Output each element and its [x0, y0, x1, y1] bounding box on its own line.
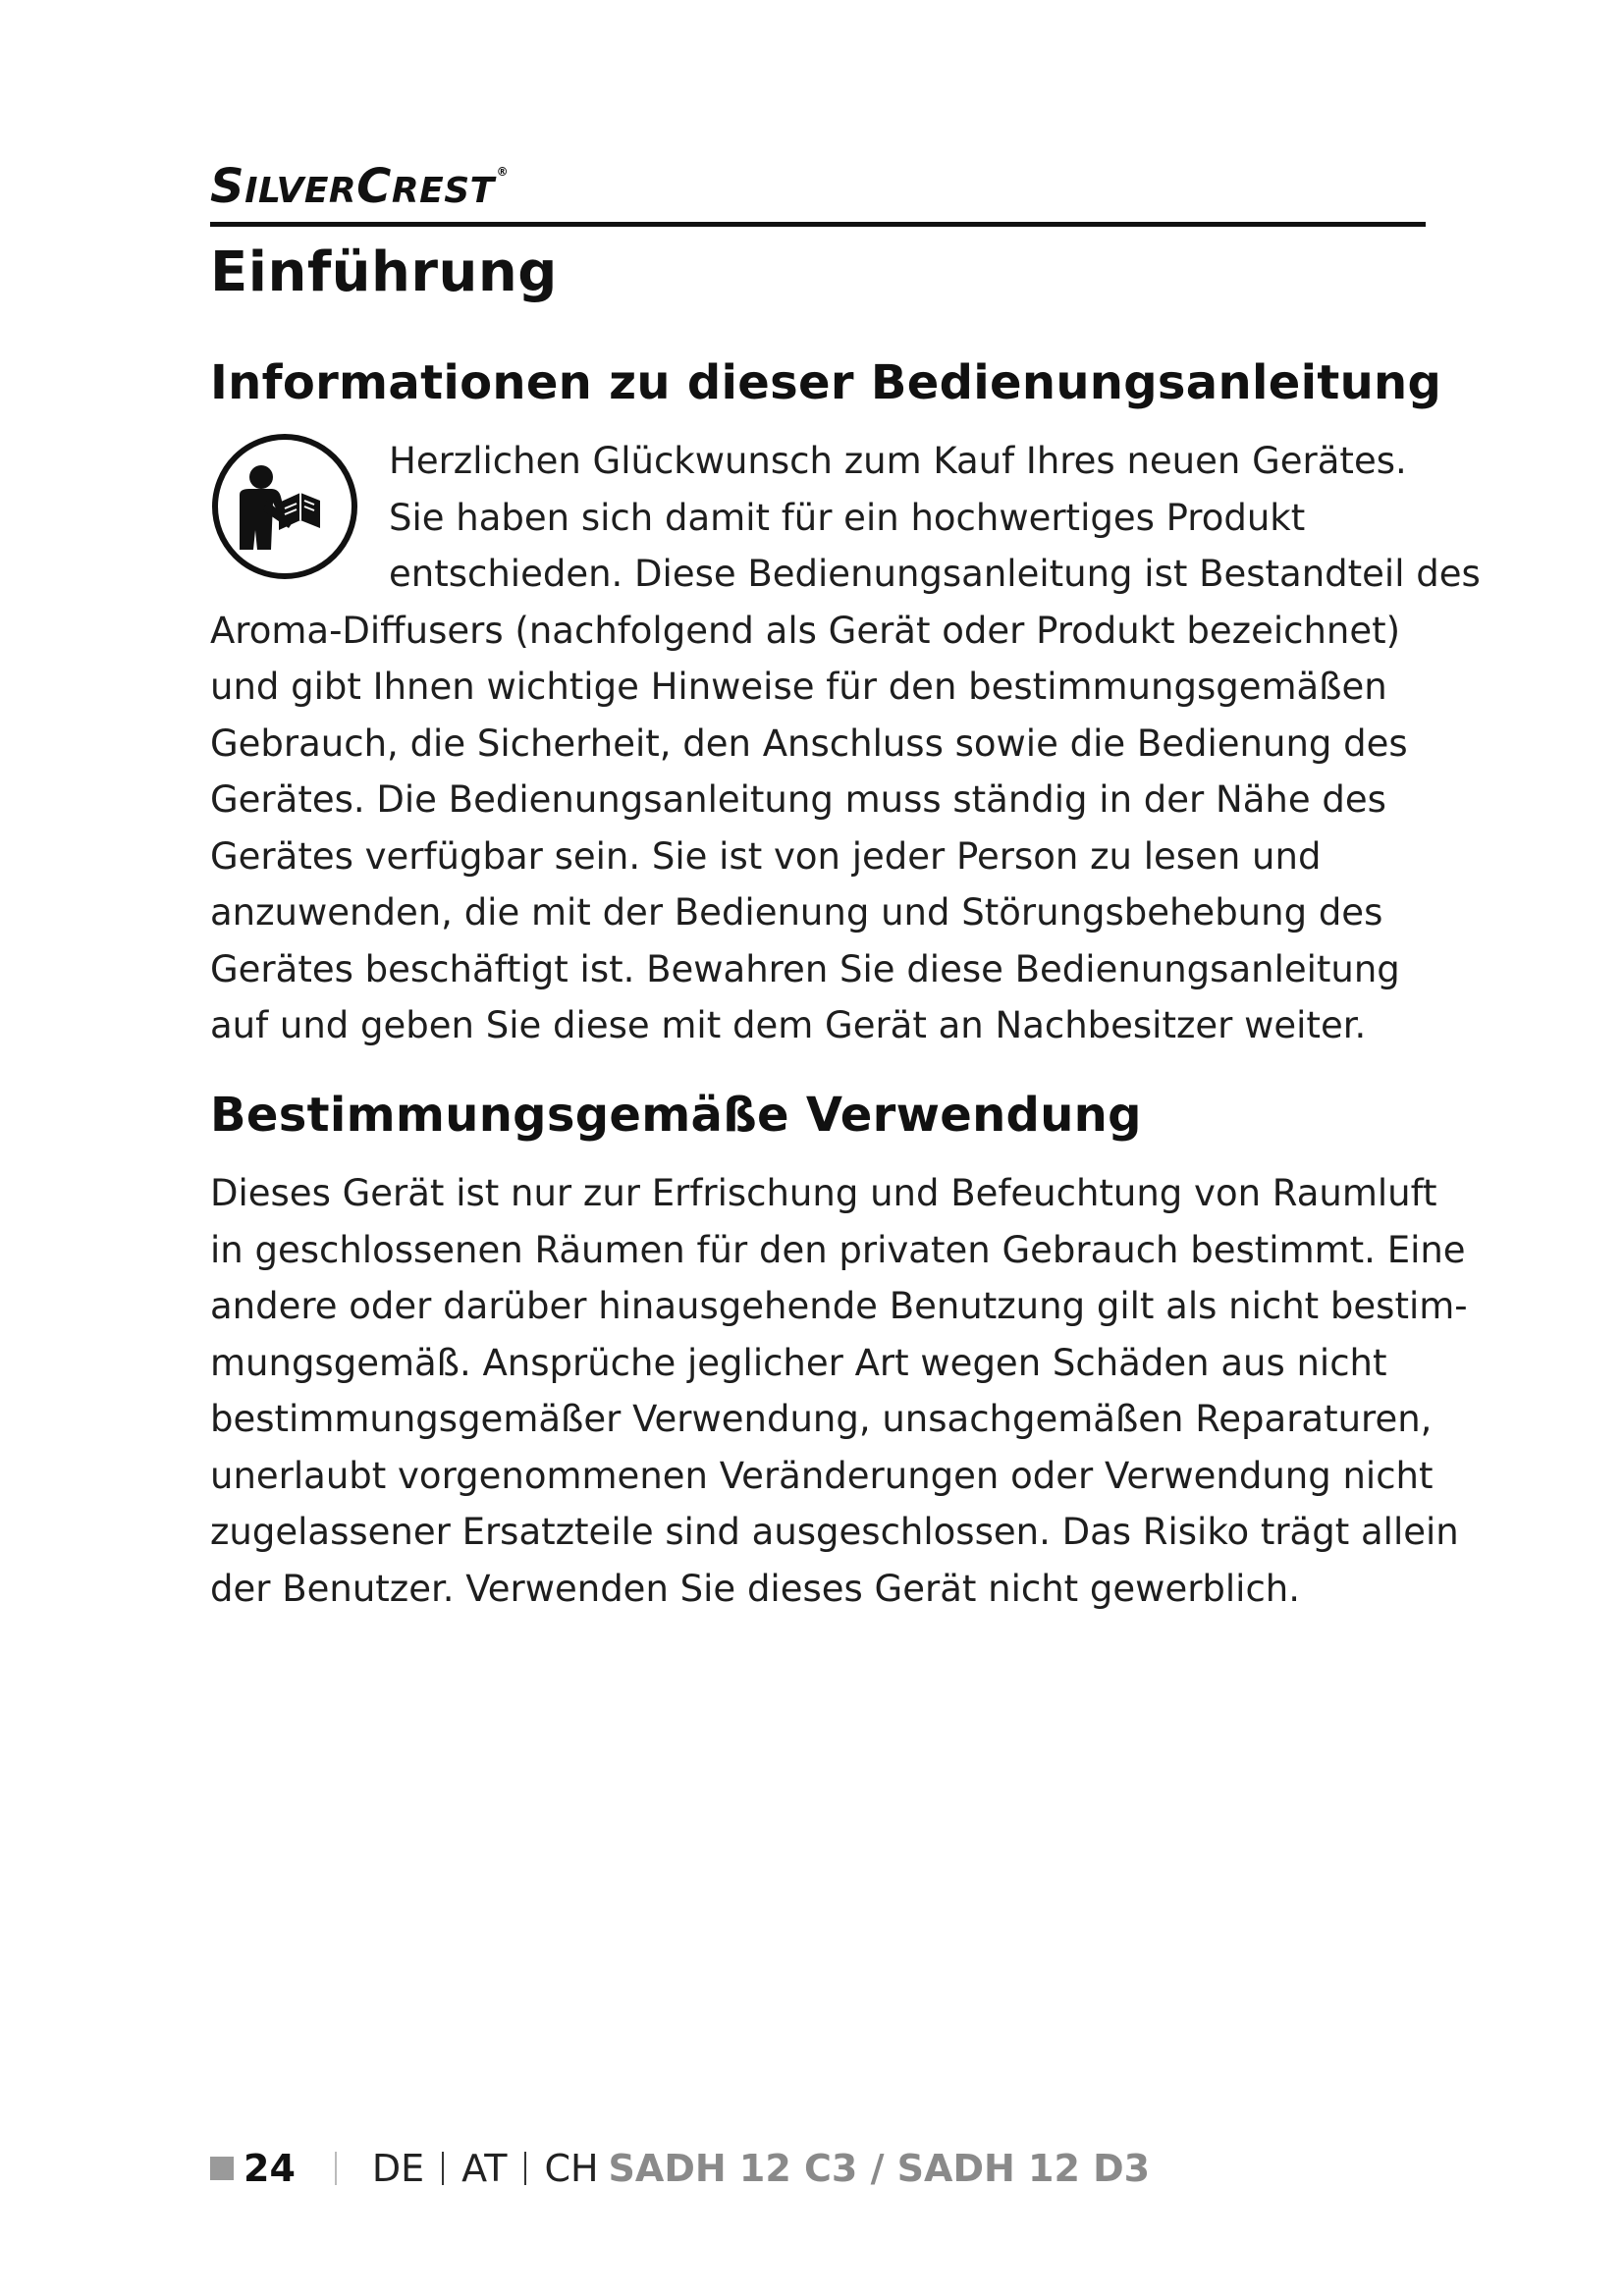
footer-divider — [335, 2152, 337, 2185]
text-line: Herzlichen Glückwunsch zum Kauf Ihres neuen Gerätes. — [389, 440, 1407, 482]
page-footer — [210, 2145, 1150, 2192]
text-line: Gerätes. Die Bedienungsanleitung muss ständig in der Nähe des — [210, 778, 1386, 821]
text-line: anzuwenden, die mit der Bedienung und Störungsbehebung des — [210, 891, 1383, 934]
lang-de: DE — [371, 2147, 425, 2190]
text-line: Gebrauch, die Sicherheit, den Anschluss sowie die Bedienung des — [210, 721, 1408, 765]
text-line: Aroma-Diffusers (nachfolgend als Gerät oder Produkt bezeichnet) — [210, 609, 1401, 652]
text-line: zugelassener Ersatzteile sind ausgeschlossen. Das Risiko trägt allein — [210, 1511, 1459, 1553]
text-line: Sie haben sich damit für ein hochwertiges Produkt — [389, 496, 1306, 539]
footer-divider — [524, 2152, 526, 2185]
text-line: mungsgemäß. Ansprüche jeglicher Art wegen Schäden aus nicht — [210, 1341, 1387, 1384]
manual-info-text — [210, 433, 1481, 1054]
text-line: der Benutzer. Verwenden Sie dieses Gerät nicht gewerblich. — [210, 1567, 1301, 1610]
brand-logo: SILVERCREST ® — [210, 159, 510, 214]
intended-use-text — [210, 1165, 1468, 1617]
text-line: in geschlossenen Räumen für den privaten Gebrauch bestimmt. Eine — [210, 1228, 1466, 1271]
text-line: Gerätes beschäftigt ist. Bewahren Sie diese Bedienungsanleitung — [210, 947, 1400, 990]
model-number: SADH 12 C3 / SADH 12 D3 — [608, 2147, 1151, 2190]
text-line: entschieden. Diese Bedienungsanleitung ist Bestandteil des — [389, 553, 1481, 595]
footer-square-marker — [210, 2157, 234, 2180]
lang-ch: CH — [544, 2147, 599, 2190]
section-heading-manual-info: Informationen zu dieser Bedienungsanleitung — [210, 355, 1442, 410]
page-number: 24 — [244, 2147, 296, 2190]
footer-divider — [442, 2152, 444, 2185]
lang-at: AT — [461, 2147, 508, 2190]
text-line: Gerätes verfügbar sein. Sie ist von jeder Person zu lesen und — [210, 834, 1322, 878]
text-line: unerlaubt vorgenommenen Veränderungen oder Verwendung nicht — [210, 1454, 1434, 1497]
text-line: Dieses Gerät ist nur zur Erfrischung und Befeuchtung von Raumluft — [210, 1172, 1437, 1214]
header-rule — [210, 222, 1426, 227]
section-heading-intended-use: Bestimmungsgemäße Verwendung — [210, 1088, 1142, 1143]
text-line: auf und geben Sie diese mit dem Gerät an Nachbesitzer weiter. — [210, 1004, 1367, 1046]
text-line: bestimmungsgemäßer Verwendung, unsachgemäßen Reparaturen, — [210, 1398, 1433, 1440]
text-line: andere oder darüber hinausgehende Benutzung gilt als nicht bestim- — [210, 1285, 1468, 1327]
text-line: und gibt Ihnen wichtige Hinweise für den bestimmungsgemäßen — [210, 666, 1387, 708]
page-title: Einführung — [210, 240, 558, 304]
